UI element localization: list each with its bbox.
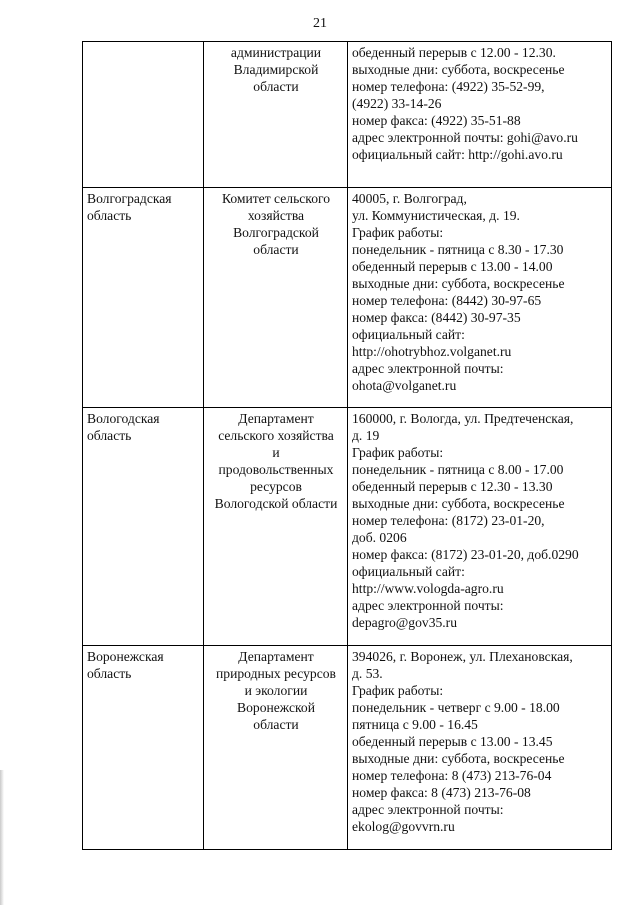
table-row: [83, 646, 612, 850]
contact-details-line: доб. 0206: [352, 530, 407, 545]
contact-details-line: номер факса: (8172) 23-01-20, доб.0290: [352, 547, 579, 562]
contact-details-line: номер факса: 8 (473) 213-76-08: [352, 785, 531, 800]
contact-details-line: адрес электронной почты:: [352, 361, 504, 376]
contact-details-cell: [348, 408, 612, 646]
organization-line: Комитет сельского: [221, 191, 331, 206]
organization-line: области: [253, 717, 299, 732]
organization-line: Владимирской: [233, 62, 319, 77]
contact-details-line: официальный сайт:: [352, 327, 465, 342]
contact-details-cell: [348, 646, 612, 850]
contact-details-line: http://ohotrybhoz.volganet.ru: [352, 344, 512, 359]
region-line: Вологодская: [87, 411, 160, 426]
organization-line: ресурсов: [250, 479, 302, 494]
contact-details-line: адрес электронной почты:: [352, 802, 504, 817]
contact-details-line: понедельник - пятница с 8.30 - 17.30: [352, 242, 564, 257]
contact-details-cell: [348, 42, 612, 188]
organization-line: области: [253, 242, 299, 257]
contact-details-line: выходные дни: суббота, воскресенье: [352, 276, 565, 291]
region-line: область: [87, 208, 132, 223]
contact-details-line: д. 19: [352, 428, 380, 443]
region-cell: [83, 408, 204, 646]
contact-details-line: ekolog@govvrn.ru: [352, 819, 455, 834]
organization-line: Волгоградской: [233, 225, 319, 240]
organization-line: Департамент: [238, 411, 314, 426]
contact-details-line: График работы:: [352, 445, 444, 460]
scan-edge-shadow: [0, 770, 4, 905]
contact-details-line: обеденный перерыв с 13.00 - 13.45: [352, 734, 553, 749]
organization-line: Воронежской: [237, 700, 315, 715]
contact-details-line: обеденный перерыв с 12.30 - 13.30: [352, 479, 553, 494]
contact-details-line: 160000, г. Вологда, ул. Предтеченская,: [352, 411, 574, 426]
contact-details-line: 394026, г. Воронеж, ул. Плехановская,: [352, 649, 573, 664]
contact-details-line: выходные дни: суббота, воскресенье: [352, 62, 565, 77]
contact-details-line: номер факса: (8442) 30-97-35: [352, 310, 521, 325]
contact-details-line: обеденный перерыв с 13.00 - 14.00: [352, 259, 553, 274]
region-line: область: [87, 428, 132, 443]
region-line: область: [87, 666, 132, 681]
region-cell: [83, 42, 204, 188]
organization-cell: [204, 188, 348, 408]
contact-details-line: http://www.vologda-agro.ru: [352, 581, 504, 596]
page-number: 21: [313, 16, 327, 31]
contact-details-line: обеденный перерыв с 12.00 - 12.30.: [352, 45, 556, 60]
table-row: [83, 188, 612, 408]
contact-details-line: 40005, г. Волгоград,: [352, 191, 467, 206]
organization-line: хозяйства: [247, 208, 305, 223]
organization-line: и: [272, 445, 280, 460]
organization-cell: [204, 408, 348, 646]
contact-details-line: номер факса: (4922) 35-51-88: [352, 113, 521, 128]
contact-details-line: понедельник - четверг с 9.00 - 18.00: [352, 700, 560, 715]
contact-details-line: выходные дни: суббота, воскресенье: [352, 496, 565, 511]
contact-details-line: адрес электронной почты: gohi@avo.ru: [352, 130, 578, 145]
organization-line: Департамент: [238, 649, 314, 664]
contact-details-line: ул. Коммунистическая, д. 19.: [352, 208, 520, 223]
region-cell: [83, 188, 204, 408]
contact-details-line: адрес электронной почты:: [352, 598, 504, 613]
contact-details-cell: [348, 188, 612, 408]
contact-details-line: д. 53.: [352, 666, 383, 681]
contact-details-line: понедельник - пятница с 8.00 - 17.00: [352, 462, 564, 477]
organization-line: сельского хозяйства: [218, 428, 334, 443]
organization-cell: [204, 42, 348, 188]
contact-details-line: пятница с 9.00 - 16.45: [352, 717, 478, 732]
contact-details-line: График работы:: [352, 225, 444, 240]
contact-details-line: номер телефона: (4922) 35-52-99,: [352, 79, 545, 94]
organization-line: администрации: [230, 45, 322, 60]
contact-details-line: (4922) 33-14-26: [352, 96, 442, 111]
organization-line: природных ресурсов: [216, 666, 336, 681]
organization-line: области: [253, 79, 299, 94]
organization-line: Вологодской области: [214, 496, 338, 511]
table-row: [83, 408, 612, 646]
contact-details-line: График работы:: [352, 683, 444, 698]
contact-details-line: depagro@gov35.ru: [352, 615, 458, 630]
agencies-table: [82, 41, 612, 850]
region-line: Воронежская: [87, 649, 164, 664]
table-row: [83, 42, 612, 188]
contact-details-line: официальный сайт:: [352, 564, 465, 579]
organization-line: продовольственных: [218, 462, 334, 477]
contact-details-line: номер телефона: (8172) 23-01-20,: [352, 513, 545, 528]
contact-details-line: ohota@volganet.ru: [352, 378, 457, 393]
region-cell: [83, 646, 204, 850]
contact-details-line: номер телефона: 8 (473) 213-76-04: [352, 768, 552, 783]
agencies-table-body: [83, 42, 612, 850]
contact-details-line: выходные дни: суббота, воскресенье: [352, 751, 565, 766]
organization-line: и экологии: [244, 683, 308, 698]
contact-details-line: официальный сайт: http://gohi.avo.ru: [352, 147, 563, 162]
organization-cell: [204, 646, 348, 850]
region-line: Волгоградская: [87, 191, 172, 206]
contact-details-line: номер телефона: (8442) 30-97-65: [352, 293, 542, 308]
